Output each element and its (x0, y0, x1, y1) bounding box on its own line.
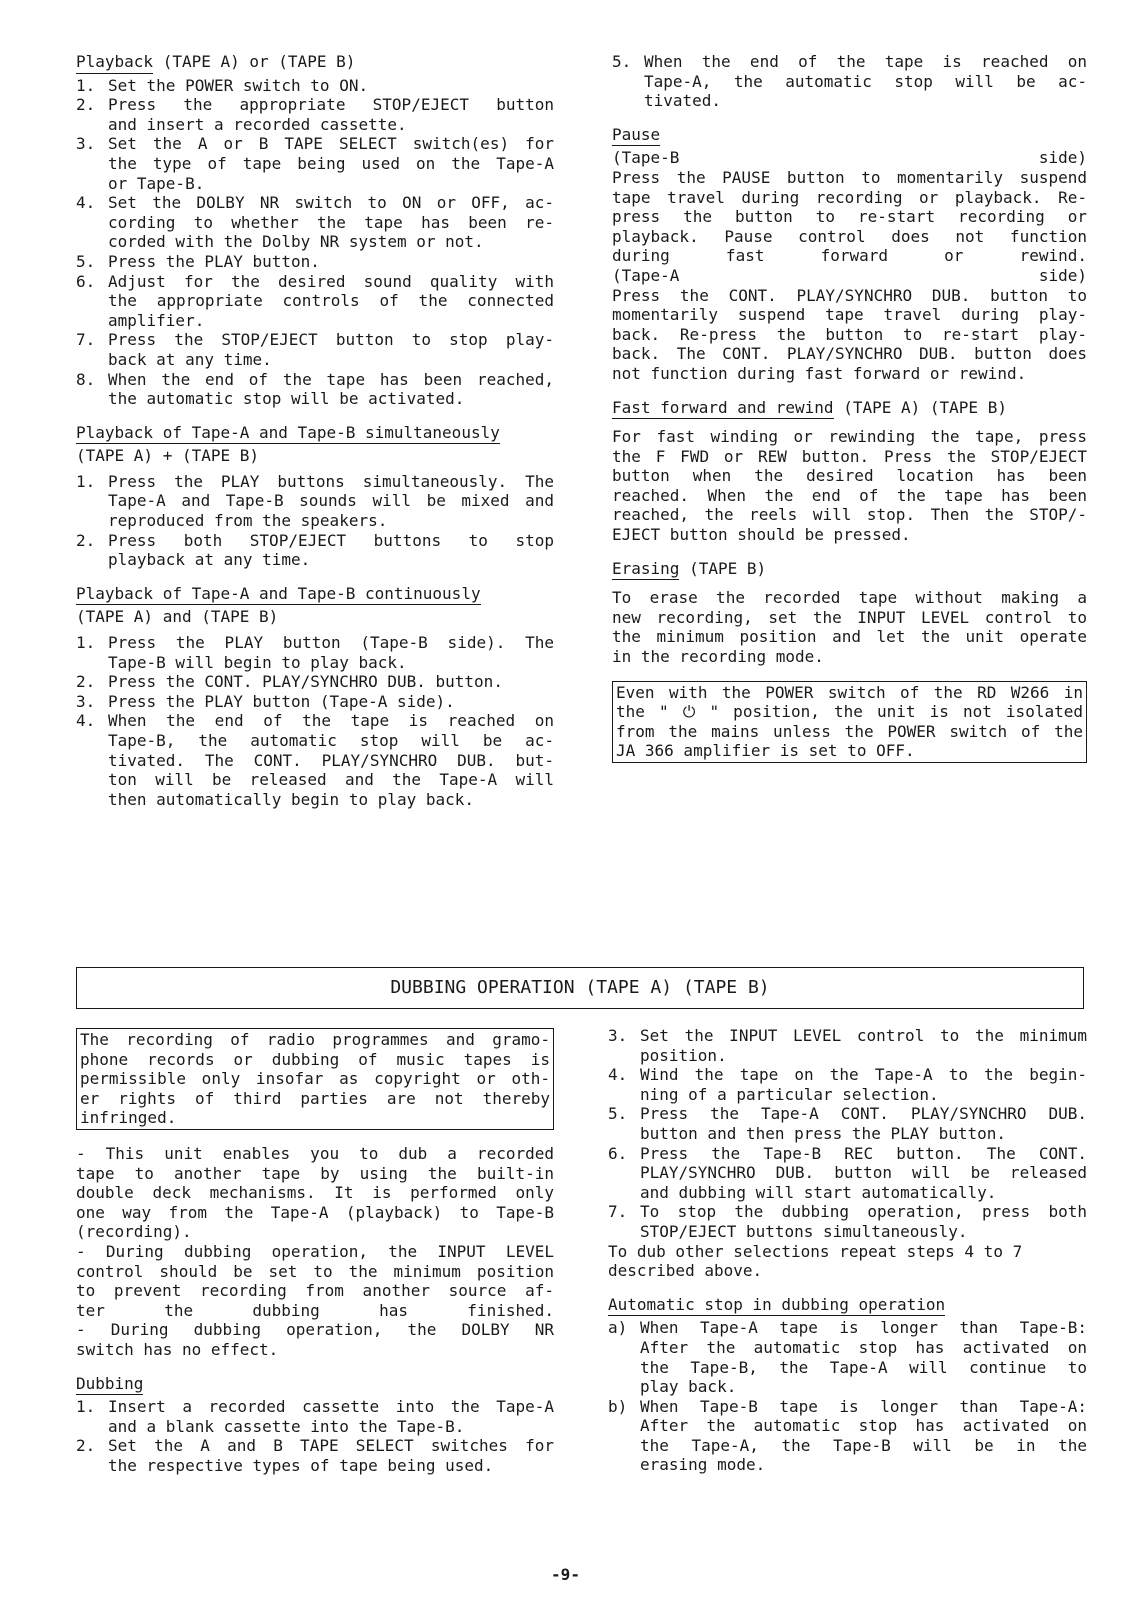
text-line: the appropriate controls of the connected (108, 291, 554, 311)
list-item-number: 3. (76, 134, 96, 154)
text-line: or Tape-B. (108, 173, 205, 193)
text-line: position. (640, 1045, 727, 1065)
text-line: To dub other selections repeat steps 4 to 7 (608, 1241, 1023, 1261)
text-line: When Tape-B tape is longer than Tape-A: (640, 1396, 1087, 1416)
list-item (76, 272, 554, 331)
list-item-text (108, 134, 554, 193)
list-item-text (108, 95, 554, 134)
text-line: during fast forward or rewind. (612, 246, 1087, 266)
text-line: Press the appropriate STOP/EJECT button (108, 95, 554, 115)
list-item-text (108, 531, 554, 570)
list-item-number: 3. (76, 691, 96, 711)
section-heading: Fast forward and rewind (612, 398, 834, 420)
text-line: amplifier. (108, 310, 205, 330)
column-bottom-right (608, 1026, 1087, 1475)
text-line: (Tape-A side) (612, 265, 1087, 285)
list-item-number: 5. (76, 251, 96, 271)
list-item-text (640, 1202, 1087, 1241)
list-item (76, 330, 554, 369)
text-line: then automatically begin to play back. (108, 789, 475, 809)
list-item-text (108, 472, 554, 531)
list-item-text (108, 193, 554, 252)
list-item (608, 1144, 1087, 1203)
text-line: JA 366 amplifier is set to OFF. (616, 741, 915, 761)
text-line: Set the A and B TAPE SELECT switches for (108, 1436, 554, 1456)
text-line: For fast winding or rewinding the tape, press (612, 427, 1087, 447)
section-dubbing (76, 1374, 554, 1476)
list-item-number: 6. (608, 1143, 628, 1163)
text-line: tivated. (644, 91, 722, 111)
text-line: tape travel during recording or playback. Re- (612, 187, 1087, 207)
text-line: - During dubbing operation, the DOLBY NR (76, 1320, 554, 1340)
list-item-text (108, 1397, 554, 1436)
text-line: permissible only insofar as copyright or oth- (80, 1069, 550, 1089)
list-item-number: 4. (76, 193, 96, 213)
numbered-list (76, 472, 554, 570)
text-line: Adjust for the desired sound quality with (108, 271, 554, 291)
section-heading: Pause (612, 125, 660, 147)
text-line: the " ⏻ " position, the unit is not isolated (616, 702, 1083, 722)
list-item (76, 472, 554, 531)
page-number: -9- (551, 1565, 580, 1584)
heading-suffix: (TAPE B) (679, 558, 767, 578)
section-automatic-stop (608, 1295, 1087, 1475)
text-line: Set the DOLBY NR switch to ON or OFF, ac- (108, 193, 554, 213)
text-line: Press the CONT. PLAY/SYNCHRO DUB. button to (612, 285, 1087, 305)
list-item (608, 1318, 1087, 1396)
text-line: double deck mechanisms. It is performed only (76, 1183, 554, 1203)
section-subheading: (TAPE A) and (TAPE B) (76, 607, 279, 627)
text-line: Wind the tape on the Tape-A to the begin- (640, 1065, 1087, 1085)
list-item-number: 7. (76, 330, 96, 350)
list-item-number: 2. (76, 1436, 96, 1456)
text-line: reached. When the end of the tape has been (612, 485, 1087, 505)
list-item (608, 1397, 1087, 1475)
list-item (76, 1397, 554, 1436)
text-line: the automatic stop will be activated. (108, 389, 465, 409)
text-line: Set the A or B TAPE SELECT switch(es) for (108, 134, 554, 154)
list-item-number: 1. (76, 471, 96, 491)
text-line: When the end of the tape is reached on (108, 711, 554, 731)
text-line: playback at any time. (108, 550, 311, 570)
list-item-number: 6. (76, 271, 96, 291)
text-line: reproduced from the speakers. (108, 511, 388, 531)
text-line: The recording of radio programmes and gramo- (80, 1030, 550, 1049)
list-item-text (108, 711, 554, 809)
list-item-number: 8. (76, 369, 96, 389)
text-line: switch has no effect. (76, 1339, 279, 1359)
intro-paragraphs (76, 1144, 554, 1360)
text-line: momentarily suspend tape travel during play- (612, 305, 1087, 325)
text-line: described above. (608, 1261, 763, 1281)
list-item-text (108, 272, 554, 331)
text-line: PLAY/SYNCHRO DUB. button will be released (640, 1163, 1087, 1183)
text-line: Even with the POWER switch of the RD W266 in (616, 682, 1083, 702)
column-top-right (612, 52, 1087, 763)
text-line: to prevent recording from another source af- (76, 1281, 554, 1301)
text-line: To stop the dubbing operation, press both (640, 1202, 1087, 1222)
text-line: new recording, set the INPUT LEVEL control to (612, 607, 1087, 627)
list-item-number: a) (608, 1318, 628, 1338)
section-playback (76, 52, 554, 409)
list-item-text (108, 76, 554, 96)
text-line: button when the desired location has been (612, 466, 1087, 486)
text-line: the Tape-B, the Tape-A will continue to (640, 1357, 1087, 1377)
heading-suffix: (TAPE A) (TAPE B) (833, 397, 1007, 417)
list-item-text (108, 672, 554, 692)
text-line: play back. (640, 1377, 737, 1397)
list-item-number: 7. (608, 1202, 628, 1222)
list-item-text (644, 52, 1087, 111)
numbered-list (608, 1026, 1087, 1242)
text-line: - This unit enables you to dub a recorded (76, 1143, 554, 1163)
list-item (76, 134, 554, 193)
text-line: the type of tape being used on the Tape-A (108, 153, 554, 173)
text-line: cording to whether the tape has been re- (108, 212, 554, 232)
text-line: Tape-A, the automatic stop will be ac- (644, 71, 1087, 91)
repeat-note (608, 1242, 1087, 1281)
text-line: the respective types of tape being used. (108, 1455, 494, 1475)
list-item (608, 1065, 1087, 1104)
section-heading: Automatic stop in dubbing operation (608, 1295, 945, 1317)
list-item-text (640, 1144, 1087, 1203)
text-line: back. The CONT. PLAY/SYNCHRO DUB. button does (612, 344, 1087, 364)
list-item-number: b) (608, 1396, 628, 1416)
text-line: After the automatic stop has activated on (640, 1416, 1087, 1436)
section-subheading: (TAPE A) + (TAPE B) (76, 446, 260, 466)
text-line: the F FWD or REW button. Press the STOP/EJECT (612, 446, 1087, 466)
list-item-number: 3. (608, 1026, 628, 1045)
section-body (612, 148, 1087, 383)
list-item-text (108, 692, 554, 712)
section-body (612, 427, 1087, 545)
section-fast-forward-rewind (612, 398, 1087, 545)
text-line: Press both STOP/EJECT buttons to stop (108, 530, 554, 550)
text-line: When the end of the tape is reached on (644, 52, 1087, 71)
section-playback-simultaneous (76, 423, 554, 570)
list-item (608, 1104, 1087, 1143)
text-line: Tape-B, the automatic stop will be ac- (108, 731, 554, 750)
list-item (76, 370, 554, 409)
list-item (608, 1026, 1087, 1065)
list-item (76, 531, 554, 570)
text-line: infringed. (80, 1108, 177, 1128)
section-body (612, 588, 1087, 666)
list-item-number: 2. (76, 530, 96, 550)
text-line: Set the POWER switch to ON. (108, 75, 369, 95)
list-item (76, 76, 554, 96)
text-line: control should be set to the minimum position (76, 1261, 554, 1281)
list-item-text (640, 1104, 1087, 1143)
list-item-text (108, 330, 554, 369)
text-line: the minimum position and let the unit operate (612, 627, 1087, 647)
text-line: Press the Tape-B REC button. The CONT. (640, 1143, 1087, 1163)
list-item (76, 711, 554, 809)
text-line: Set the INPUT LEVEL control to the minimum (640, 1026, 1087, 1045)
column-top-left (76, 52, 554, 809)
text-line: tivated. The CONT. PLAY/SYNCHRO DUB. but- (108, 750, 554, 770)
list-item-text (640, 1397, 1087, 1475)
numbered-list (76, 76, 554, 409)
text-line: ning of a particular selection. (640, 1084, 939, 1104)
list-item-number: 2. (76, 95, 96, 115)
text-line: ton will be released and the Tape-A will (108, 770, 554, 790)
text-line: erasing mode. (640, 1455, 766, 1475)
text-line: When Tape-A tape is longer than Tape-B: (640, 1318, 1087, 1338)
text-line: Press the PLAY button (Tape-A side). (108, 691, 455, 711)
text-line: To erase the recorded tape without making a (612, 588, 1087, 608)
text-line: one way from the Tape-A (playback) to Tape-B (76, 1202, 554, 1222)
banner-title: DUBBING OPERATION (TAPE A) (TAPE B) (390, 977, 770, 998)
text-line: Insert a recorded cassette into the Tape-A (108, 1397, 554, 1417)
list-item (76, 1436, 554, 1475)
list-item-number: 5. (612, 52, 632, 71)
text-line: Press the PLAY button. (108, 251, 320, 271)
text-line: When the end of the tape has been reached, (108, 369, 554, 389)
section-heading: Erasing (612, 559, 679, 581)
list-item-number: 1. (76, 633, 96, 653)
text-line: Press the CONT. PLAY/SYNCHRO DUB. button. (108, 672, 503, 692)
text-line: press the button to re-start recording or (612, 207, 1087, 227)
text-line: reached, the reels will stop. Then the STOP/- (612, 505, 1087, 525)
text-line: Press the PLAY button (Tape-B side). The (108, 633, 554, 653)
text-line: EJECT button should be pressed. (612, 525, 911, 545)
list-item-text (108, 370, 554, 409)
text-line: and dubbing will start automatically. (640, 1182, 997, 1202)
numbered-list (76, 633, 554, 809)
list-item-number: 1. (76, 1397, 96, 1417)
text-line: back at any time. (108, 349, 272, 369)
list-item-number: 4. (76, 711, 96, 731)
list-item-text (640, 1318, 1087, 1396)
section-heading: Playback of Tape-A and Tape-B simultaneously (76, 423, 500, 445)
text-line: (Tape-B side) (612, 148, 1087, 168)
list-item (612, 52, 1087, 111)
text-line: and a blank cassette into the Tape-B. (108, 1416, 465, 1436)
text-line: STOP/EJECT buttons simultaneously. (640, 1221, 968, 1241)
text-line: ter the dubbing has finished. (76, 1300, 554, 1320)
heading-underlined: Playback (76, 52, 153, 74)
text-line: Press the STOP/EJECT button to stop play- (108, 330, 554, 350)
list-item-text (108, 252, 554, 272)
text-line: and insert a recorded cassette. (108, 114, 407, 134)
text-line: Press the PLAY buttons simultaneously. The (108, 471, 554, 491)
section-playback-continuous (76, 584, 554, 810)
section-heading: Playback of Tape-A and Tape-B continuously (76, 584, 481, 606)
text-line: button and then press the PLAY button. (640, 1123, 1007, 1143)
numbered-list (76, 1397, 554, 1475)
text-line: (recording). (76, 1222, 192, 1242)
list-item (76, 252, 554, 272)
lettered-list (608, 1318, 1087, 1475)
list-item-text (108, 1436, 554, 1475)
section-erasing (612, 559, 1087, 667)
list-item (76, 95, 554, 134)
list-item-text (640, 1026, 1087, 1065)
text-line: in the recording mode. (612, 647, 824, 667)
text-line: from the mains unless the POWER switch of the (616, 721, 1083, 741)
text-line: Press the PAUSE button to momentarily suspend (612, 167, 1087, 187)
heading-suffix: (TAPE A) or (TAPE B) (153, 52, 356, 71)
list-item-number: 4. (608, 1065, 628, 1085)
section-banner (76, 967, 1084, 1009)
text-line: corded with the Dolby NR system or not. (108, 232, 484, 252)
section-heading: Dubbing (76, 1374, 143, 1396)
list-item (76, 692, 554, 712)
text-line: Tape-B will begin to play back. (108, 652, 407, 672)
text-line: Press the Tape-A CONT. PLAY/SYNCHRO DUB. (640, 1104, 1087, 1124)
list-item-text (108, 633, 554, 672)
list-item (76, 633, 554, 672)
list-item-number: 2. (76, 672, 96, 692)
text-line: back. Re-press the button to re-start play- (612, 324, 1087, 344)
text-line: er rights of third parties are not thereby (80, 1088, 550, 1108)
text-line: phone records or dubbing of music tapes is (80, 1049, 550, 1069)
list-item-number: 5. (608, 1104, 628, 1124)
list-item (76, 672, 554, 692)
text-line: After the automatic stop has activated on (640, 1337, 1087, 1357)
text-line: - During dubbing operation, the INPUT LEVEL (76, 1241, 554, 1261)
text-line: the Tape-A, the Tape-B will be in the (640, 1435, 1087, 1455)
text-line: not function during fast forward or rewind. (612, 363, 1027, 383)
notice-box (612, 681, 1087, 763)
list-item-text (640, 1065, 1087, 1104)
text-line: Tape-A and Tape-B sounds will be mixed and (108, 491, 554, 511)
text-line: playback. Pause control does not function (612, 226, 1087, 246)
copyright-notice-box (76, 1028, 554, 1130)
list-item-number: 1. (76, 75, 96, 95)
column-bottom-left (76, 1028, 554, 1475)
list-item (76, 193, 554, 252)
list-item (608, 1202, 1087, 1241)
section-heading (76, 52, 554, 76)
text-line: tape to another tape by using the built-in (76, 1163, 554, 1183)
section-pause (612, 125, 1087, 384)
